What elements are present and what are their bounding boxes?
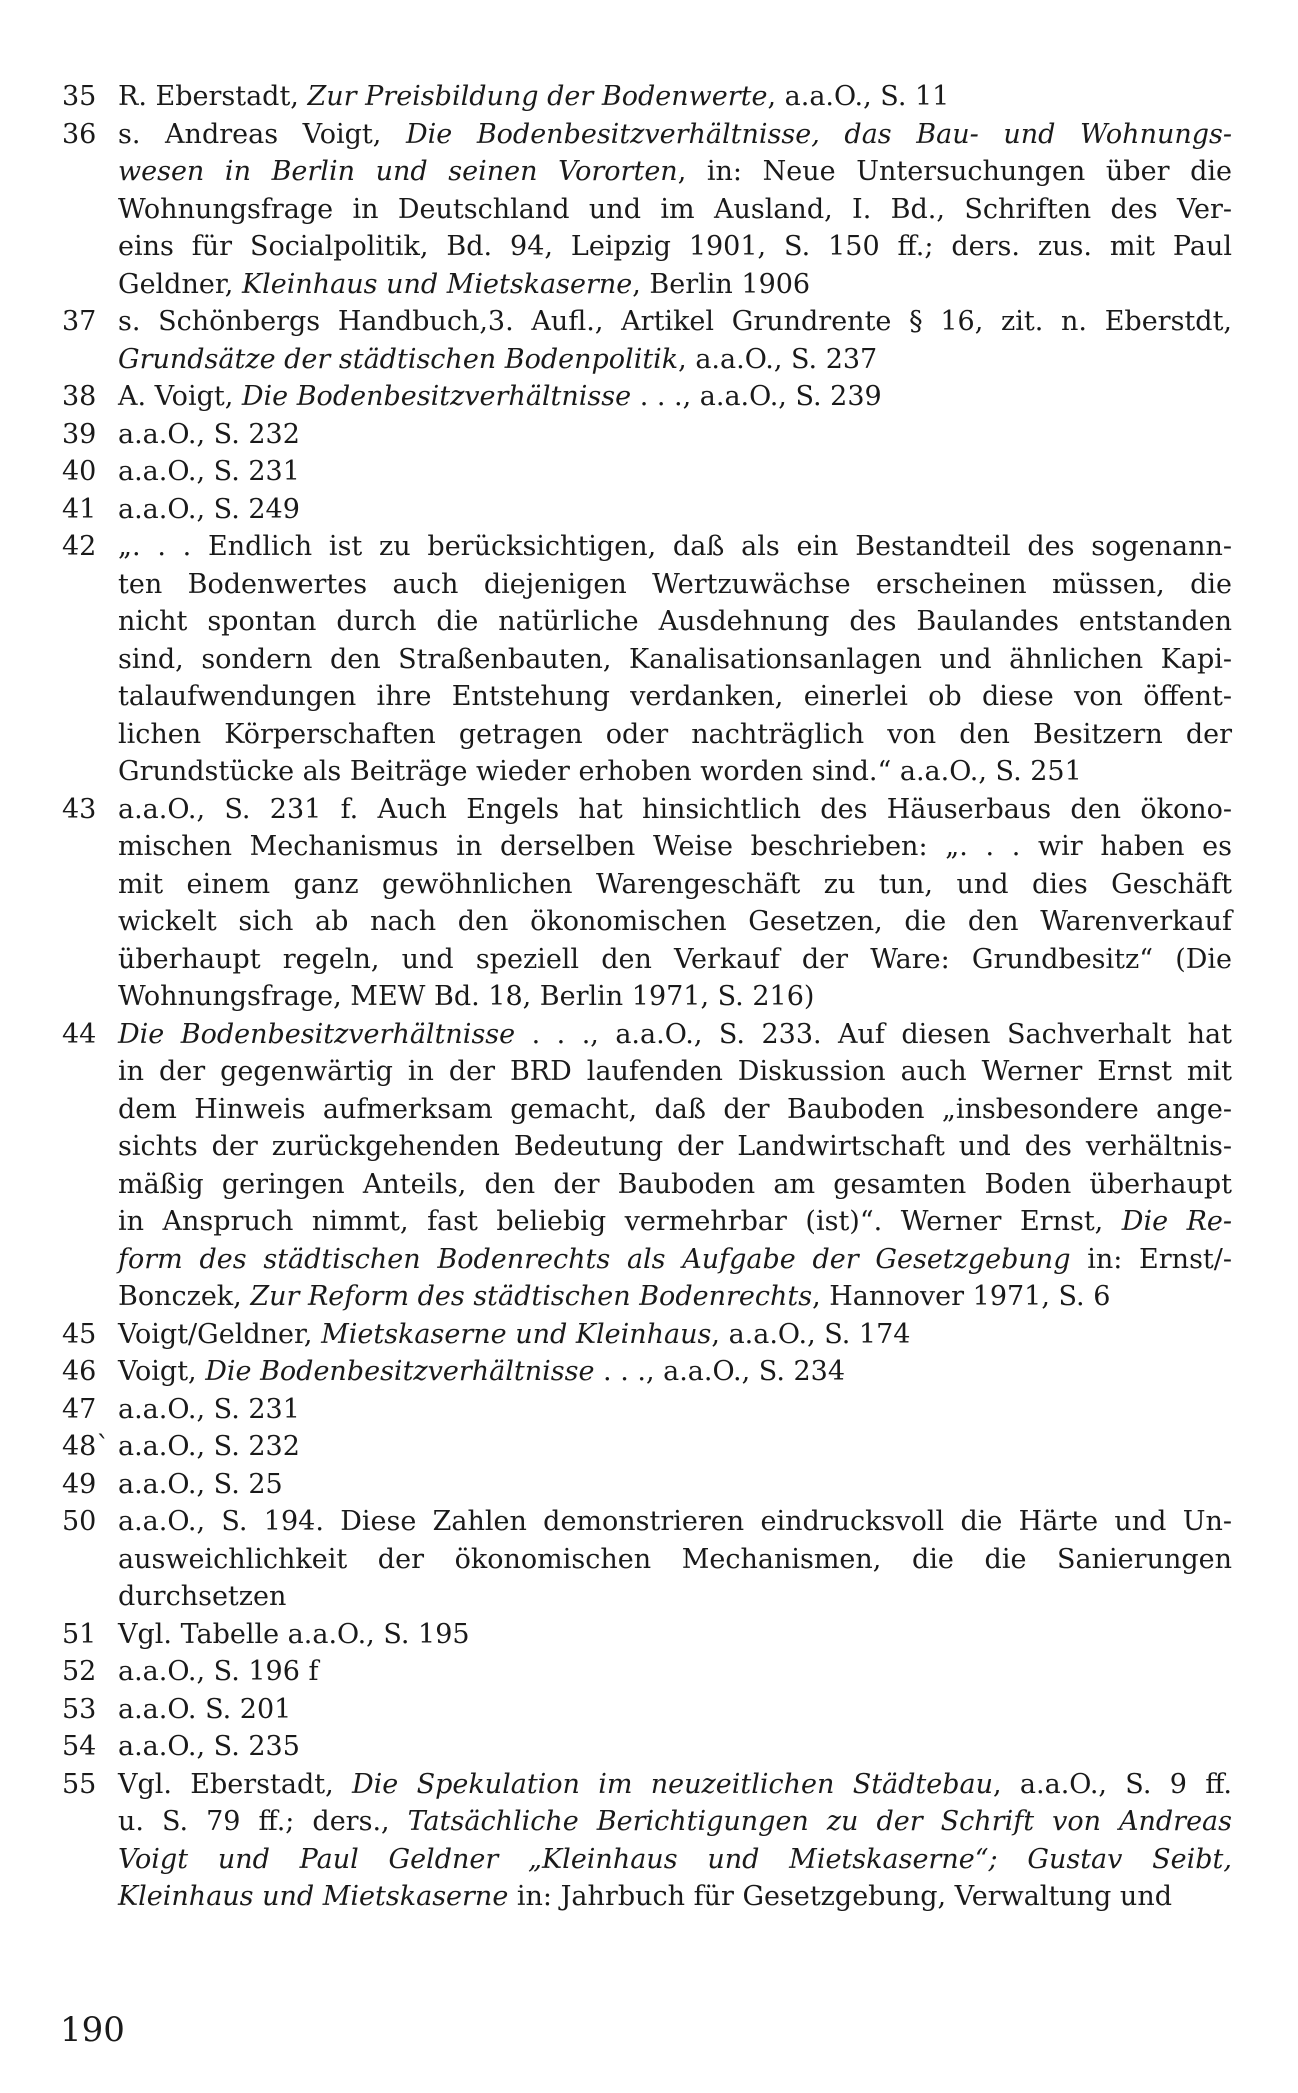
footnote-line [118, 678, 1232, 716]
footnote-line [118, 716, 1232, 754]
text-segment: wickelt sich ab nach den ökonomischen Gesetzen, die den Warenverkauf [118, 906, 1232, 937]
text-segment: nicht spontan durch die natürliche Ausdehnung des Baulandes entstanden [118, 606, 1232, 637]
footnote-text [118, 453, 1232, 491]
footnote [62, 491, 1232, 529]
text-segment: a.a.O., S. 232 [118, 1431, 300, 1462]
italic-title-text: Die Bodenbesitzverhältnisse, das Bau- und Wohnungs- [405, 118, 1233, 150]
italic-title-text: Die Bodenbesitzverhältnisse [118, 1018, 516, 1050]
footnote-line [118, 866, 1232, 904]
text-segment: Geldner, [118, 268, 242, 300]
footnote-text [118, 116, 1232, 304]
footnote-number: 53 [62, 1693, 97, 1725]
footnote-line [118, 1053, 1232, 1091]
footnote-line [118, 903, 1232, 941]
footnote [62, 1691, 1232, 1729]
footnote-line [118, 1803, 1232, 1841]
italic-title-text: Mietskaserne und Kleinhaus [321, 1318, 712, 1350]
text-segment: , in: Neue Untersuchungen über die [677, 156, 1232, 187]
footnote [62, 1503, 1232, 1616]
text-segment: A. Voigt, [118, 381, 242, 412]
footnote-line [118, 978, 1232, 1016]
text-segment: lichen Körperschaften getragen oder nachträglich von den Besitzern der [118, 718, 1232, 750]
text-segment: Wohnungsfrage in Deutschland und im Ausland, I. Bd., Schriften des Ver- [118, 193, 1232, 225]
footnote-line [118, 1428, 1232, 1466]
text-segment: s. Andreas Voigt, [118, 118, 406, 150]
text-segment: talaufwendungen ihre Entstehung verdanken, einerlei ob diese von öffent- [118, 681, 1232, 712]
footnote-text [118, 1728, 1232, 1766]
footnote-number: 46 [62, 1356, 97, 1387]
footnote-number: 35 [62, 81, 97, 112]
footnote-text [118, 1316, 1232, 1354]
footnote [62, 303, 1232, 378]
footnote-line [118, 753, 1232, 791]
text-segment: a.a.O., S. 231 f. Auch Engels hat hinsichtlich des Häuserbaus den ökono- [118, 793, 1232, 825]
footnote-number: 50 [62, 1506, 97, 1537]
text-segment: a.a.O., S. 232 [118, 418, 300, 450]
text-segment: a.a.O., S. 235 [118, 1731, 300, 1762]
footnote-text [118, 1391, 1232, 1429]
footnote-line [118, 1316, 1232, 1354]
footnote-line [118, 78, 1232, 116]
footnote-number: 49 [62, 1468, 97, 1500]
italic-title-text: Grundsätze der städtischen Bodenpolitik [118, 343, 679, 375]
footnotes-list [62, 78, 1232, 1916]
text-segment: „. . . Endlich ist zu berücksichtigen, daß als ein Bestandteil des sogenann- [118, 531, 1232, 562]
italic-title-text: wesen in Berlin und seinen Vororten [118, 156, 678, 187]
text-segment: sichts der zurückgehenden Bedeutung der Landwirtschaft und des verhältnis- [118, 1131, 1232, 1162]
footnote-line [118, 1203, 1232, 1241]
text-segment: u. S. 79 ff.; ders., [118, 1806, 408, 1837]
footnote-line [118, 116, 1232, 154]
italic-title-text: Die Spekulation im neuzeitlichen Städtebau [352, 1768, 994, 1800]
text-segment: in: Ernst/- [1070, 1243, 1232, 1275]
footnote-line [118, 1728, 1232, 1766]
footnote-text [118, 1766, 1232, 1916]
text-segment: a.a.O., S. 25 [118, 1468, 283, 1500]
footnote-line [118, 266, 1232, 304]
footnote-line [118, 1016, 1232, 1054]
italic-title-text: Die Re- [1121, 1206, 1233, 1237]
text-segment: . . ., a.a.O., S. 239 [631, 381, 882, 412]
footnote-number: 48` [62, 1431, 110, 1462]
text-segment: , a.a.O., S. 174 [711, 1318, 911, 1350]
italic-title-text: Zur Preisbildung der Bodenwerte [307, 81, 768, 112]
footnote-line [118, 1841, 1232, 1879]
italic-title-text: form des städtischen Bodenrechts als Aufgabe der Gesetzgebung [118, 1243, 1071, 1275]
footnote [62, 453, 1232, 491]
footnote-number: 36 [62, 118, 97, 150]
footnote-line [118, 1391, 1232, 1429]
footnote-line [118, 153, 1232, 191]
footnote-line [118, 603, 1232, 641]
footnote-line [118, 941, 1232, 979]
footnote-line [118, 1353, 1232, 1391]
footnote-line [118, 1466, 1232, 1504]
text-segment: a.a.O., S. 231 [118, 456, 300, 487]
footnote-line [118, 453, 1232, 491]
text-segment: , a.a.O., S. 11 [767, 81, 950, 112]
text-segment: R. Eberstadt, [118, 81, 308, 112]
text-segment: Wohnungsfrage, MEW Bd. 18, Berlin 1971, S. 216) [118, 981, 815, 1012]
footnote-line [118, 1503, 1232, 1541]
text-segment: mäßig geringen Anteils, den der Bauboden am gesamten Boden überhaupt [118, 1168, 1232, 1200]
text-segment: mit einem ganz gewöhnlichen Warengeschäft zu tun, und dies Geschäft [118, 868, 1232, 900]
text-segment: a.a.O., S. 194. Diese Zahlen demonstrieren eindrucksvoll die Härte und Un- [118, 1506, 1232, 1537]
footnote-number: 51 [62, 1618, 97, 1650]
footnote [62, 78, 1232, 116]
page-number: 190 [60, 2010, 125, 2050]
footnote [62, 1766, 1232, 1916]
text-segment: Bonczek, [118, 1281, 251, 1312]
italic-title-text: Die Bodenbesitzverhältnisse [205, 1356, 595, 1387]
footnote-number: 38 [62, 381, 97, 412]
text-segment: eins für Socialpolitik, Bd. 94, Leipzig 1901, S. 150 ff.; ders. zus. mit Paul [118, 231, 1232, 262]
text-segment: Voigt, [118, 1356, 206, 1387]
footnote-line [118, 1091, 1232, 1129]
footnote-number: 47 [62, 1393, 97, 1425]
text-segment: durchsetzen [118, 1581, 287, 1612]
footnote [62, 1353, 1232, 1391]
text-segment: ausweichlichkeit der ökonomischen Mechanismen, die die Sanierungen [118, 1543, 1232, 1575]
footnote-line [118, 303, 1232, 341]
footnote-line [118, 341, 1232, 379]
footnote-number: 41 [62, 493, 97, 525]
footnote-text [118, 303, 1232, 378]
footnote-line [118, 641, 1232, 679]
text-segment: mischen Mechanismus in derselben Weise beschrieben: „. . . wir haben es [118, 831, 1232, 862]
footnote-line [118, 416, 1232, 454]
text-segment: , a.a.O., S. 9 ff. [993, 1768, 1232, 1800]
footnote-line [118, 566, 1232, 604]
text-segment: a.a.O., S. 231 [118, 1393, 300, 1425]
footnote-number: 43 [62, 793, 97, 825]
footnote-text [118, 491, 1232, 529]
text-segment: in Anspruch nimmt, fast beliebig vermehrbar (ist)“. Werner Ernst, [118, 1206, 1122, 1237]
footnote [62, 1016, 1232, 1316]
footnote-number: 54 [62, 1731, 97, 1762]
footnote [62, 1391, 1232, 1429]
footnote-line [118, 1653, 1232, 1691]
footnote-number: 55 [62, 1768, 97, 1800]
footnote-line [118, 1878, 1232, 1916]
footnote [62, 1653, 1232, 1691]
text-segment: in: Jahrbuch für Gesetzgebung, Verwaltung und [508, 1881, 1172, 1912]
footnote-number: 39 [62, 418, 97, 450]
footnote-number: 52 [62, 1656, 97, 1687]
footnote [62, 116, 1232, 304]
footnote-line [118, 1278, 1232, 1316]
text-segment: , a.a.O., S. 237 [678, 343, 878, 375]
text-segment: . . ., a.a.O., S. 233. Auf diesen Sachverhalt hat [515, 1018, 1232, 1050]
footnote-number: 44 [62, 1018, 97, 1050]
footnote [62, 378, 1232, 416]
footnote-text [118, 1616, 1232, 1654]
footnote-line [118, 191, 1232, 229]
footnote [62, 1428, 1232, 1466]
text-segment: , Hannover 1971, S. 6 [812, 1281, 1111, 1312]
footnote-text [118, 416, 1232, 454]
italic-title-text: Tatsächliche Berichtigungen zu der Schrift von Andreas [407, 1806, 1232, 1837]
italic-title-text: Kleinhaus und Mietskaserne [118, 1881, 509, 1912]
footnote-text [118, 1503, 1232, 1616]
footnote-line [118, 1766, 1232, 1804]
footnote-line [118, 1541, 1232, 1579]
text-segment: Voigt/Geldner, [118, 1318, 322, 1350]
footnote-line [118, 1241, 1232, 1279]
footnote-number: 37 [62, 306, 97, 337]
footnote [62, 1466, 1232, 1504]
text-segment: Vgl. Tabelle a.a.O., S. 195 [118, 1618, 470, 1650]
footnote-line [118, 1691, 1232, 1729]
footnote-text [118, 1691, 1232, 1729]
footnote-number: 42 [62, 531, 97, 562]
footnote-text [118, 378, 1232, 416]
footnote-line [118, 1128, 1232, 1166]
text-segment: s. Schönbergs Handbuch,3. Aufl., Artikel Grundrente § 16, zit. n. Eberstdt, [118, 306, 1232, 337]
text-segment: dem Hinweis aufmerksam gemacht, daß der Bauboden „insbesondere ange- [118, 1093, 1232, 1125]
text-segment: a.a.O., S. 196 f [118, 1656, 319, 1687]
footnote-line [118, 228, 1232, 266]
footnote-line [118, 828, 1232, 866]
footnote [62, 528, 1232, 791]
text-segment: , Berlin 1906 [632, 268, 811, 300]
footnote-text [118, 78, 1232, 116]
text-segment: in der gegenwärtig in der BRD laufenden Diskussion auch Werner Ernst mit [118, 1056, 1232, 1087]
footnote-number: 40 [62, 456, 97, 487]
text-segment: sind, sondern den Straßenbauten, Kanalisationsanlagen und ähnlichen Kapi- [118, 643, 1232, 675]
footnote-line [118, 1616, 1232, 1654]
text-segment: ten Bodenwertes auch diejenigen Wertzuwächse erscheinen müssen, die [118, 568, 1232, 600]
footnote-line [118, 1166, 1232, 1204]
footnote-number: 45 [62, 1318, 97, 1350]
footnote [62, 791, 1232, 1016]
footnote-text [118, 528, 1232, 791]
footnote [62, 416, 1232, 454]
footnote-text [118, 1428, 1232, 1466]
footnote-text [118, 1016, 1232, 1316]
text-segment: überhaupt regeln, und speziell den Verkauf der Ware: Grundbesitz“ (Die [118, 943, 1232, 975]
italic-title-text: Die Bodenbesitzverhältnisse [241, 381, 632, 412]
footnote-text [118, 1353, 1232, 1391]
footnote [62, 1728, 1232, 1766]
footnote-line [118, 378, 1232, 416]
italic-title-text: Voigt und Paul Geldner „Kleinhaus und Mietskaserne“; Gustav Seibt, [118, 1843, 1232, 1875]
text-segment: Grundstücke als Beiträge wieder erhoben worden sind.“ a.a.O., S. 251 [118, 756, 1082, 787]
italic-title-text: Zur Reform des städtischen Bodenrechts [250, 1281, 813, 1312]
text-segment: . . ., a.a.O., S. 234 [594, 1356, 846, 1387]
footnote [62, 1316, 1232, 1354]
footnote-line [118, 491, 1232, 529]
footnote-line [118, 528, 1232, 566]
footnote-text [118, 1466, 1232, 1504]
text-segment: Vgl. Eberstadt, [118, 1768, 353, 1800]
italic-title-text: Kleinhaus und Mietskaserne [241, 268, 633, 300]
footnote-line [118, 1578, 1232, 1616]
text-segment: a.a.O., S. 249 [118, 493, 300, 525]
text-segment: a.a.O. S. 201 [118, 1693, 292, 1725]
footnote-text [118, 1653, 1232, 1691]
footnote-text [118, 791, 1232, 1016]
footnote [62, 1616, 1232, 1654]
footnote-line [118, 791, 1232, 829]
